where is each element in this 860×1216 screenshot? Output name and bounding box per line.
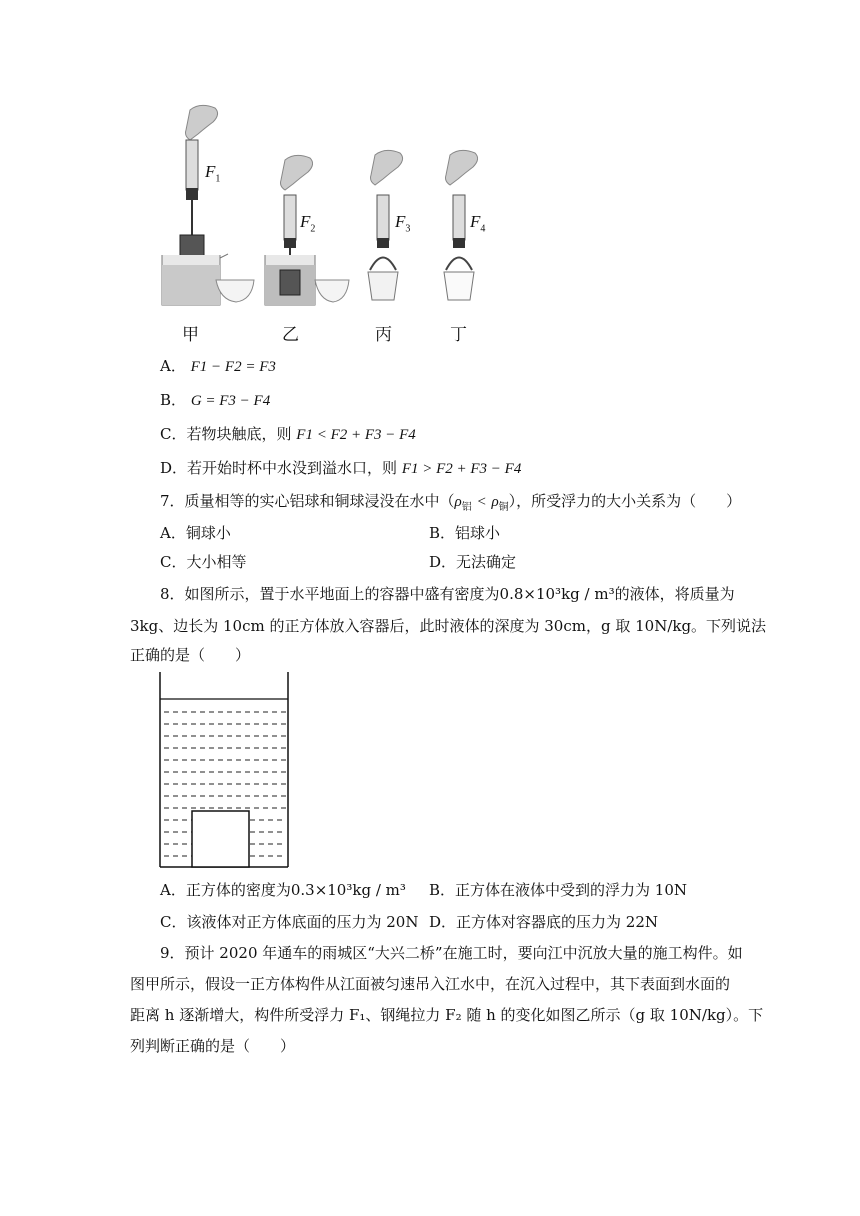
- q8-option-a-prefix: A．正方体的密度为: [160, 881, 291, 899]
- container-drawing: [158, 672, 293, 872]
- figure-label-bing: 丙: [375, 325, 392, 345]
- q8-line1-b: 的液体，将质量为: [614, 585, 735, 603]
- force-label-f4: $F_4$: [470, 212, 486, 235]
- q7-stem-b: ），所受浮力的大小关系为（ ）: [508, 492, 742, 510]
- q6-option-b-expr: G = F3 − F4: [190, 393, 271, 409]
- q6-option-d-letter: D．: [160, 459, 188, 477]
- q9-line2: 图甲所示，假设一正方体构件从江面被匀速吊入江水中，在沉入过程中，其下表面到水面的: [130, 975, 731, 993]
- q6-option-a-expr: F1 − F2 = F3: [190, 359, 276, 375]
- q7-option-c: C．大小相等: [160, 553, 247, 571]
- q6-option-d-text: 若开始时杯中水没到溢水口，则: [187, 459, 398, 477]
- q8-line1-a: 8．如图所示，置于水平地面上的容器中盛有密度为: [160, 585, 500, 603]
- q8-option-a: [160, 880, 406, 900]
- q6-option-c: [160, 424, 416, 445]
- q7-rho-cu: ρ: [491, 494, 499, 510]
- figure-label-ding: 丁: [450, 325, 467, 345]
- q8-option-b: B．正方体在液体中受到的浮力为 10N: [429, 881, 688, 899]
- q8-density-liquid: 0.8×10³kg / m³: [499, 585, 615, 603]
- q8-option-c: C．该液体对正方体底面的压力为 20N: [160, 913, 419, 931]
- force-label-f3: $F_3$: [395, 212, 411, 235]
- q8-line3: 正确的是（ ）: [130, 646, 251, 664]
- figure-label-yi: 乙: [282, 325, 299, 345]
- q7-stem: [160, 491, 741, 518]
- q6-option-d: [160, 458, 521, 479]
- q6-option-b-letter: B．: [160, 391, 187, 409]
- q6-option-c-expr: F1 < F2 + F3 − F4: [296, 427, 416, 443]
- q8-line1: [160, 584, 735, 604]
- q7-option-a: A．铜球小: [160, 524, 231, 542]
- spring-scale-drawing: [150, 100, 510, 345]
- q7-sub-al: 铝: [461, 502, 472, 513]
- q8-option-a-value: 0.3×10³kg / m³: [290, 881, 406, 899]
- q7-option-b: B．铝球小: [429, 524, 501, 542]
- q7-rho-al: ρ: [454, 494, 462, 510]
- spring-scale-figure: [150, 100, 510, 345]
- q7-sub-cu: 铜: [498, 502, 509, 513]
- q9-line3: 距离 h 逐渐增大，构件所受浮力 F₁、钢绳拉力 F₂ 随 h 的变化如图乙所示（g 取 10N/kg）。下: [130, 1006, 764, 1024]
- cube-block: [192, 811, 249, 867]
- force-label-f1: $F_1$: [205, 162, 221, 185]
- q6-option-c-letter: C．: [160, 425, 187, 443]
- container-figure: [158, 672, 293, 872]
- q7-less-than: <: [476, 494, 487, 510]
- q6-option-d-expr: F1 > F2 + F3 − F4: [401, 461, 522, 477]
- figure-label-jia: 甲: [182, 325, 199, 345]
- q7-stem-a: 7．质量相等的实心铝球和铜球浸没在水中（: [160, 492, 455, 510]
- q9-line4: 列判断正确的是（ ）: [130, 1037, 296, 1055]
- q6-option-c-text: 若物块触底，则: [186, 425, 292, 443]
- q7-option-d: D．无法确定: [429, 553, 517, 571]
- q6-option-a: [160, 356, 276, 377]
- q9-line1: 9．预计 2020 年通车的雨城区“大兴二桥”在施工时，要向江中沉放大量的施工构件。如: [160, 944, 743, 962]
- q8-line2: 3kg、边长为 10cm 的正方体放入容器后，此时液体的深度为 30cm，g 取 10N/kg。下列说法: [130, 617, 767, 635]
- q6-option-a-letter: A．: [160, 357, 186, 375]
- q8-option-d: D．正方体对容器底的压力为 22N: [429, 913, 659, 931]
- setup-jia: [162, 105, 254, 305]
- force-label-f2: $F_2$: [300, 212, 316, 235]
- q6-option-b: [160, 390, 270, 411]
